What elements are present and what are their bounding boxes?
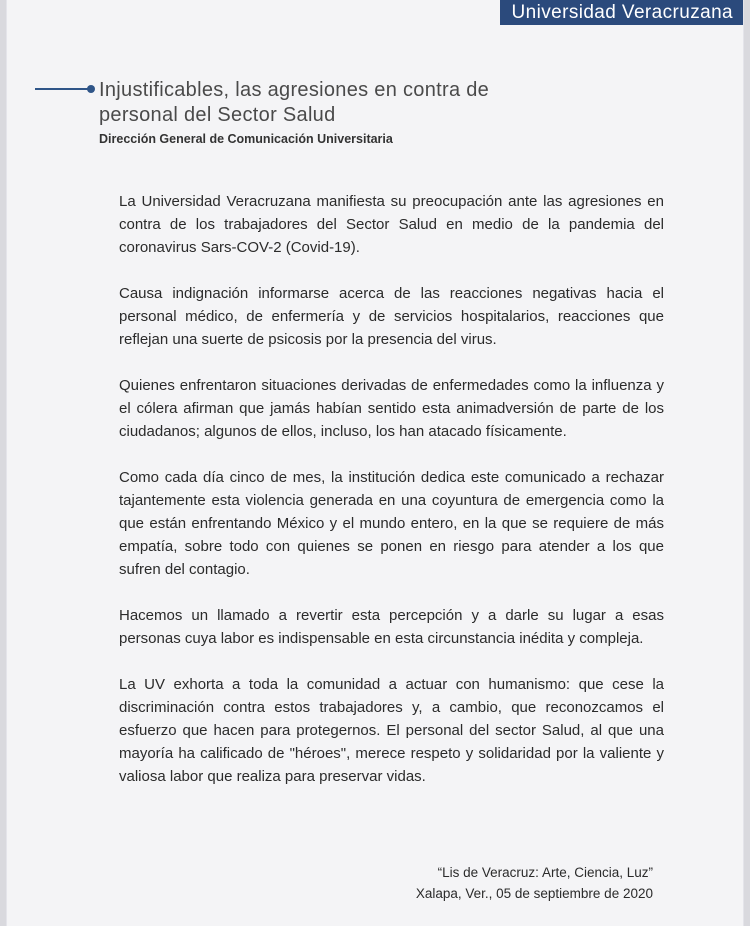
paragraph: Quienes enfrentaron situaciones derivadas de enfermedades como la influenza y el cólera afirman que jamás habían sentido esta animadversión de parte de los ciudadanos; algunos de ellos, incluso, los han atacado físicamente. <box>119 377 664 440</box>
institution-motto: “Lis de Veracruz: Arte, Ciencia, Luz” <box>437 865 653 880</box>
paragraph: La UV exhorta a toda la comunidad a actuar con humanismo: que cese la discriminación contra estos trabajadores y, a cambio, que reconozcamos el esfuerzo que hacen para protegernos. El personal del sector Salud, al que una mayoría ha calificado de "héroes", merece respeto y solidaridad por la valiente y valiosa labor que realiza para preservar vidas. <box>119 676 664 785</box>
place-date: Xalapa, Ver., 05 de septiembre de 2020 <box>415 886 653 901</box>
title-bullet-icon <box>87 85 95 93</box>
paragraph: La Universidad Veracruzana manifiesta su preocupación ante las agresiones en contra de los trabajadores del Sector Salud en medio de la pandemia del coronavirus Sars-COV-2 (Covid-19). <box>119 193 664 256</box>
article-author: Dirección General de Comunicación Universitaria <box>99 132 393 146</box>
document-page <box>7 0 743 926</box>
article-title: Injustificables, las agresiones en contra de personal del Sector Salud <box>99 79 490 126</box>
paragraph: Como cada día cinco de mes, la institución dedica este comunicado a rechazar tajantemente esta violencia generada en una coyuntura de emergencia como la que están enfrentando México y el mundo entero, en la que se requiere de más empatía, sobre todo con quienes se ponen en riesgo para atender a los que sufren del contagio. <box>119 469 664 578</box>
paragraph: Hacemos un llamado a revertir esta percepción y a darle su lugar a esas personas cuya labor es indispensable en esta circunstancia inédita y compleja. <box>119 607 664 647</box>
article-body <box>119 190 664 811</box>
title-accent-line <box>35 88 91 90</box>
institution-banner: Universidad Veracruzana <box>500 0 743 25</box>
closing-block <box>416 862 653 904</box>
paragraph: Causa indignación informarse acerca de las reacciones negativas hacia el personal médico, de enfermería y de servicios hospitalarios, reacciones que reflejan una suerte de psicosis por la presencia del virus. <box>119 285 664 348</box>
